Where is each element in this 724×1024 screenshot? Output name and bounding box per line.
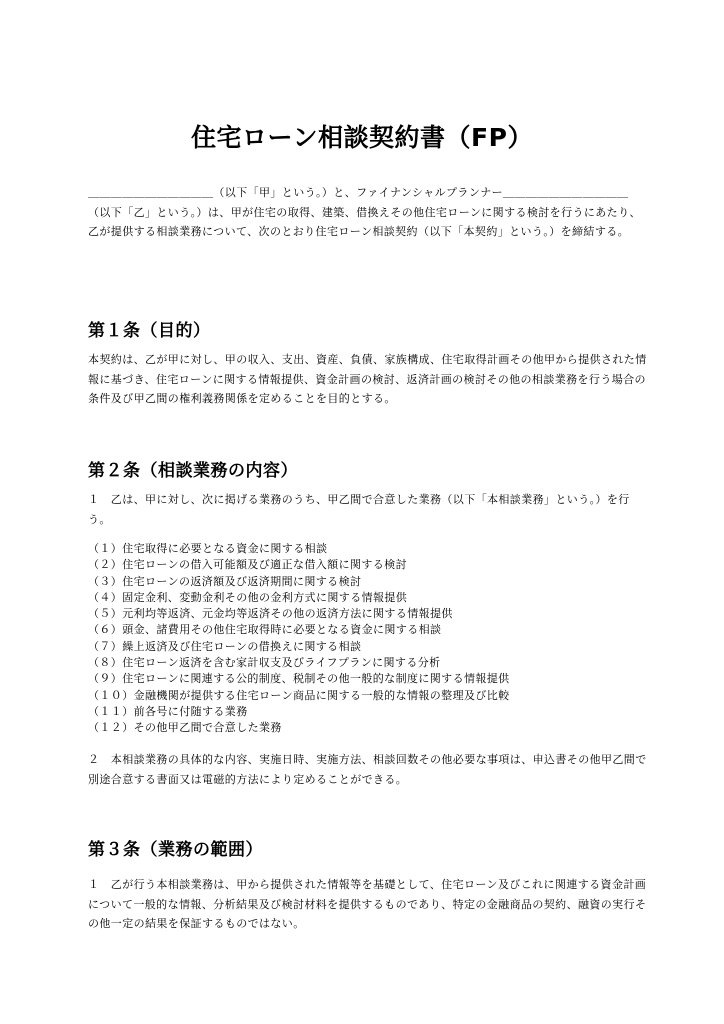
- document-title: 住宅ローン相談契約書（FP）: [191, 123, 533, 152]
- list-item: （８）住宅ローン返済を含む家計収支及びライフプランに関する分析: [88, 656, 441, 670]
- list-item: （１２）その他甲乙間で合意した業務: [88, 721, 282, 735]
- article-1-heading: 第１条（目的）: [88, 321, 211, 341]
- article-2-paragraph-1: １ 乙は、甲に対し、次に掲げる業務のうち、甲乙間で合意した業務（以下「本相談業務」という。）を行う。: [88, 493, 630, 526]
- list-item: （１１）前各号に付随する業務: [88, 704, 248, 718]
- list-item: （６）頭金、諸費用その他住宅取得時に必要となる資金に関する相談: [88, 623, 442, 637]
- list-item: （３）住宅ローンの返済額及び返済期間に関する検討: [88, 574, 362, 588]
- article-2-heading: 第２条（相談業務の内容）: [88, 461, 298, 481]
- list-item: （１０）金融機関が提供する住宅ローン商品に関する一般的な情報の整理及び比較: [88, 688, 510, 702]
- article-3-heading: 第３条（業務の範囲）: [88, 840, 263, 860]
- list-item: （４）固定金利、変動金利その他の金利方式に関する情報提供: [88, 590, 408, 604]
- list-item: （５）元利均等返済、元金均等返済その他の返済方法に関する情報提供: [88, 607, 453, 621]
- list-item: （７）繰上返済及び住宅ローンの借換えに関する相談: [88, 639, 362, 653]
- list-item: （２）住宅ローンの借入可能額及び適正な借入額に関する検討: [88, 558, 407, 572]
- list-item: （９）住宅ローンに関連する公的制度、税制その他一般的な制度に関する情報提供: [88, 672, 510, 686]
- list-item: （１）住宅取得に必要となる資金に関する相談: [88, 542, 328, 555]
- article-2-paragraph-2: ２ 本相談業務の具体的な内容、実施日時、実施方法、相談回数その他必要な事項は、申込書その他甲乙間で別途合意する書面又は電磁的方法により定めることができる。: [88, 753, 647, 786]
- article-3-paragraph-1: １ 乙が行う本相談業務は、甲から提供された情報等を基礎として、住宅ローン及びこれに関連する資金計画について一般的な情報、分析結果及び検討材料を提供するものであり、特定の金融商品の契約、融資の実行その他一定の結果を保証するものではない。: [88, 878, 647, 930]
- article-1-body: 本契約は、乙が甲に対し、甲の収入、支出、資産、負債、家族構成、住宅取得計画その他甲から提供された情報に基づき、住宅ローンに関する情報提供、資金計画の検討、返済計画の検討その他の相談業務を行う場合の条件及び甲乙間の権利義務関係を定めることを目的とする。: [88, 353, 647, 405]
- preamble-paragraph: ＿＿＿＿＿＿＿＿＿＿＿（以下「甲」という。）と、ファイナンシャルプランナー＿＿＿＿＿＿＿＿＿＿＿（以下「乙」という。）は、甲が住宅の取得、建築、借換えその他住宅ローンに関する検討を行うにあたり、乙が提供する相談業務について、次のとおり住宅ローン相談契約（以下「本契約」という。）を締結する。: [88, 186, 641, 238]
- article-2-item-list: [88, 541, 648, 737]
